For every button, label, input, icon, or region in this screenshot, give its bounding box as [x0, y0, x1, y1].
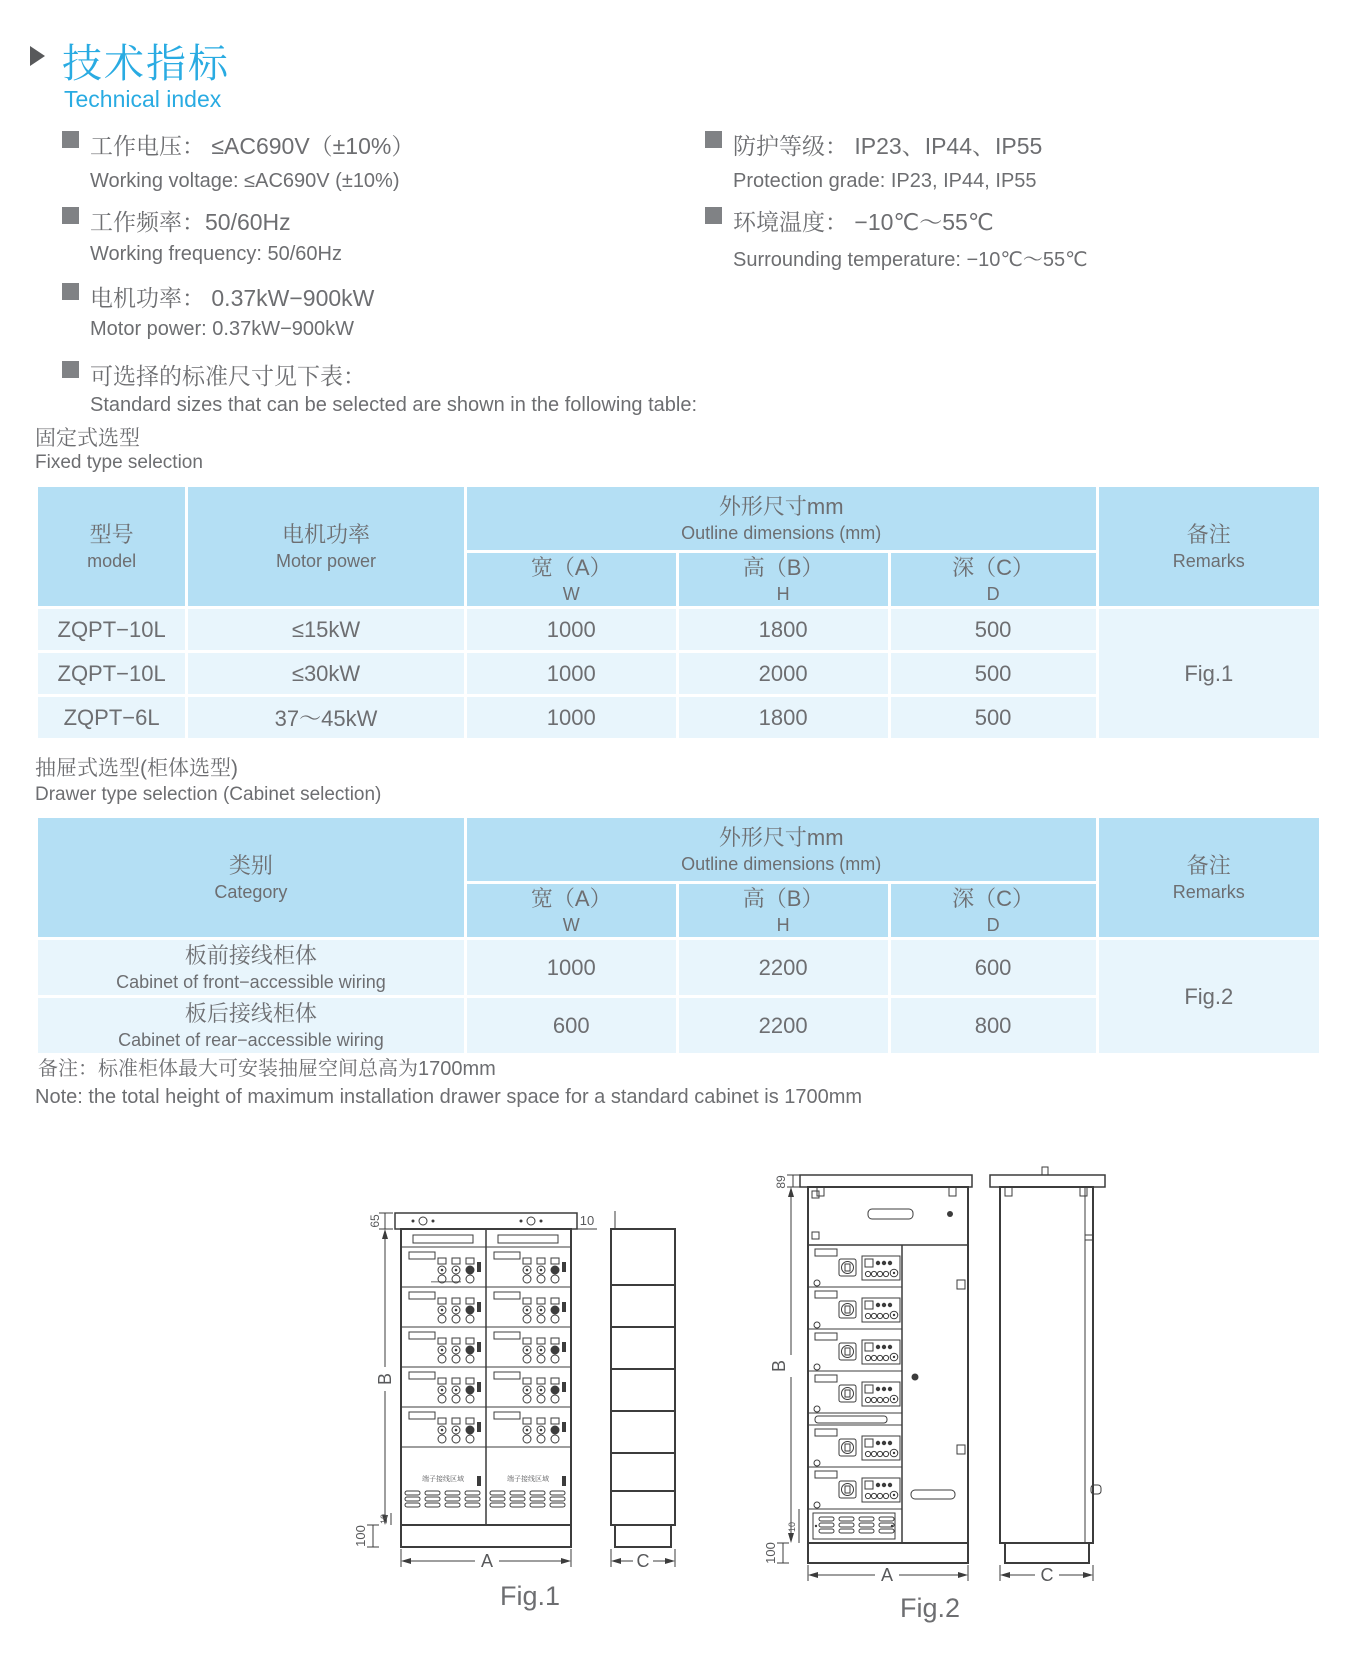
- note-en: Note: the total height of maximum installation drawer space for a standard cabinet is 1700mm: [35, 1086, 863, 1108]
- col-header-depth-cn: 深（C）: [952, 554, 1034, 580]
- col-header-depth-en: D: [986, 583, 1000, 604]
- col-header-remarks-cn: 备注: [1186, 852, 1231, 878]
- terminal-area-label: 端子接线区域: [422, 1476, 464, 1483]
- cell-height: 2000: [677, 652, 889, 696]
- drawer-section-label-cn: 抽屉式选型(柜体选型): [35, 757, 238, 780]
- fig2-dimensions: [777, 1175, 1093, 1581]
- cell-depth: 600: [889, 939, 1097, 997]
- col-header-height-en: H: [776, 914, 790, 935]
- cell-height: 1800: [677, 608, 889, 652]
- fig2-dim-10: 10: [787, 1521, 797, 1533]
- spec-frequency-en: Working frequency: 50/60Hz: [90, 243, 342, 265]
- spec-frequency-cn: 工作频率：50/60Hz: [90, 209, 291, 235]
- fig1-side-view: [611, 1211, 675, 1547]
- col-header-width: [465, 883, 677, 939]
- page-title: 技术指标: [62, 42, 230, 86]
- spec-voltage-en: Working voltage: ≤AC690V (±10%): [90, 170, 400, 192]
- cell-category: [37, 939, 466, 997]
- fixed-section-label-cn: 固定式选型: [35, 427, 140, 450]
- col-header-width-cn: 宽（A）: [530, 885, 612, 911]
- col-header-category: [37, 817, 466, 939]
- square-bullet-icon: [62, 283, 79, 300]
- col-header-remarks: [1097, 486, 1320, 608]
- cell-power: ≤15kW: [187, 608, 466, 652]
- spec-protection-cn: 防护等级： IP23、IP44、IP55: [733, 133, 1043, 159]
- col-header-power: [187, 486, 466, 608]
- spec-temperature: [705, 204, 994, 237]
- spec-sizes-en: Standard sizes that can be selected are shown in the following table:: [90, 394, 698, 416]
- spec-sizes: [62, 358, 366, 391]
- cell-depth: 500: [889, 652, 1097, 696]
- cell-height: 1800: [677, 696, 889, 740]
- cell-category: [37, 997, 466, 1055]
- cell-width: 1000: [465, 652, 677, 696]
- col-header-model-cn: 型号: [89, 521, 134, 547]
- section-arrow-icon: [30, 46, 45, 66]
- fig1-cabinet-drawing: [335, 1195, 705, 1615]
- drawer-type-table: [35, 815, 1322, 1056]
- spec-protection-en: Protection grade: IP23, IP44, IP55: [733, 170, 1037, 192]
- table-row: [37, 608, 1321, 652]
- square-bullet-icon: [705, 131, 722, 148]
- cell-category-en: Cabinet of rear−accessible wiring: [118, 1029, 384, 1050]
- col-header-width-en: W: [562, 583, 580, 604]
- spec-motor-power-en: Motor power: 0.37kW−900kW: [90, 318, 354, 340]
- col-header-category-en: Category: [214, 881, 288, 902]
- col-header-width-cn: 宽（A）: [530, 554, 612, 580]
- cell-depth: 800: [889, 997, 1097, 1055]
- cell-remark-fig1: Fig.1: [1097, 608, 1320, 740]
- square-bullet-icon: [62, 131, 79, 148]
- fig1-caption: Fig.1: [499, 1581, 561, 1611]
- col-header-outline: [465, 486, 1097, 552]
- fig2-dim-100: 100: [763, 1542, 778, 1564]
- col-header-outline-cn: 外形尺寸mm: [718, 493, 844, 519]
- col-header-depth-en: D: [986, 914, 1000, 935]
- col-header-remarks-cn: 备注: [1186, 521, 1231, 547]
- col-header-height: [677, 883, 889, 939]
- table-row: [37, 939, 1321, 997]
- fig2-dim-b: B: [769, 1359, 789, 1373]
- col-header-outline-en: Outline dimensions (mm): [681, 853, 882, 874]
- cell-width: 1000: [465, 608, 677, 652]
- fig1-dim-65: 65: [368, 1214, 382, 1228]
- col-header-height-cn: 高（B）: [742, 554, 824, 580]
- cell-power: 37～45kW: [187, 696, 466, 740]
- fig2-dim-c: C: [1040, 1565, 1054, 1585]
- col-header-depth-cn: 深（C）: [952, 885, 1034, 911]
- spec-sizes-cn: 可选择的标准尺寸见下表：: [90, 363, 366, 389]
- fig2-dim-89: 89: [774, 1175, 788, 1189]
- cell-width: 600: [465, 997, 677, 1055]
- fig2-caption: Fig.2: [899, 1593, 961, 1623]
- fig1-plinth: [401, 1525, 571, 1547]
- spec-voltage: [62, 128, 414, 161]
- cell-height: 2200: [677, 997, 889, 1055]
- cell-height: 2200: [677, 939, 889, 997]
- fig1-dimensions: [367, 1213, 675, 1567]
- col-header-depth: [889, 552, 1097, 608]
- spec-frequency: [62, 204, 291, 237]
- col-header-outline-cn: 外形尺寸mm: [718, 824, 844, 850]
- fig2-cabinet-drawing: [735, 1115, 1135, 1635]
- col-header-height: [677, 552, 889, 608]
- fig1-dim-c: C: [636, 1551, 650, 1571]
- col-header-model-en: model: [87, 550, 137, 571]
- col-header-power-cn: 电机功率: [282, 521, 371, 547]
- col-header-category-cn: 类别: [228, 852, 273, 878]
- col-header-remarks: [1097, 817, 1320, 939]
- spec-temperature-en: Surrounding temperature: −10℃～55℃: [733, 249, 1088, 271]
- cell-model: ZQPT−10L: [37, 608, 187, 652]
- cell-model: ZQPT−10L: [37, 652, 187, 696]
- fixed-type-table: [35, 484, 1322, 741]
- fig1-dim-100: 100: [353, 1525, 368, 1547]
- col-header-width: [465, 552, 677, 608]
- fig1-dim-10: 10: [379, 1513, 389, 1525]
- col-header-height-en: H: [776, 583, 790, 604]
- cell-width: 1000: [465, 939, 677, 997]
- spec-motor-power-cn: 电机功率： 0.37kW−900kW: [90, 285, 375, 311]
- fig1-terminal-area: [422, 1474, 566, 1486]
- cell-model: ZQPT−6L: [37, 696, 187, 740]
- col-header-power-en: Motor power: [276, 550, 377, 571]
- square-bullet-icon: [62, 207, 79, 224]
- col-header-outline: [465, 817, 1097, 883]
- cell-category-en: Cabinet of front−accessible wiring: [116, 971, 386, 992]
- cell-power: ≤30kW: [187, 652, 466, 696]
- cell-depth: 500: [889, 608, 1097, 652]
- note-cn: 备注：标准柜体最大可安装抽屉空间总高为1700mm: [38, 1058, 496, 1080]
- cell-depth: 500: [889, 696, 1097, 740]
- cell-remark-fig2: Fig.2: [1097, 939, 1320, 1055]
- spec-motor-power: [62, 280, 374, 313]
- col-header-outline-en: Outline dimensions (mm): [681, 522, 882, 543]
- spec-protection: [705, 128, 1042, 161]
- fig1-dim-b: B: [375, 1372, 395, 1386]
- fig2-side-view: [990, 1167, 1105, 1563]
- square-bullet-icon: [705, 207, 722, 224]
- fixed-section-label-en: Fixed type selection: [35, 452, 203, 473]
- cell-category-cn: 板后接线柜体: [184, 1000, 317, 1026]
- fig2-front-view: [800, 1175, 972, 1563]
- col-header-width-en: W: [562, 914, 580, 935]
- drawer-section-label-en: Drawer type selection (Cabinet selection): [35, 784, 382, 805]
- cell-category-cn: 板前接线柜体: [184, 942, 317, 968]
- cell-width: 1000: [465, 696, 677, 740]
- col-header-remarks-en: Remarks: [1172, 881, 1245, 902]
- col-header-depth: [889, 883, 1097, 939]
- terminal-area-label: 端子接线区域: [507, 1476, 549, 1483]
- fig2-dim-a: A: [880, 1565, 894, 1585]
- spec-temperature-cn: 环境温度： −10℃～55℃: [733, 209, 994, 235]
- col-header-remarks-en: Remarks: [1172, 550, 1245, 571]
- page-subtitle: Technical index: [64, 86, 222, 112]
- fig1-dim-10-top: 10: [579, 1213, 595, 1228]
- square-bullet-icon: [62, 361, 79, 378]
- col-header-height-cn: 高（B）: [742, 885, 824, 911]
- fig1-dim-a: A: [480, 1551, 494, 1571]
- col-header-model: [37, 486, 187, 608]
- spec-voltage-cn: 工作电压： ≤AC690V（±10%）: [90, 133, 415, 159]
